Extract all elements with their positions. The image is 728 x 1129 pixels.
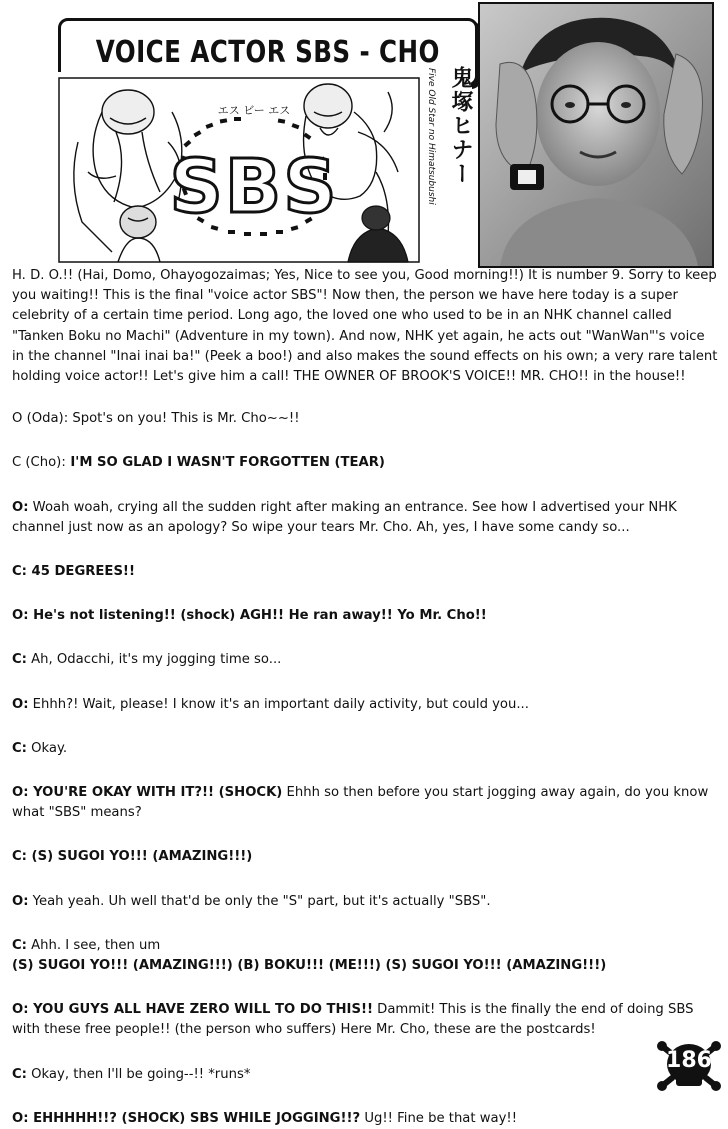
dialogue-line [12, 650, 718, 670]
voice-actor-photo [478, 2, 714, 268]
line-text: Yeah yeah. Uh well that'd be only the "S" part, but it's actually "SBS". [28, 893, 491, 909]
sbs-illustration-art [58, 72, 472, 264]
speaker-label: C: [12, 740, 27, 756]
line-text: Okay, then I'll be going--!! *runs* [26, 1066, 251, 1082]
page-title: VOICE ACTOR SBS - CHO [95, 34, 441, 70]
sbs-illustration [58, 72, 472, 264]
speaker-label: C: [12, 652, 27, 668]
line-text: Ehhh?! Wait, please! I know it's an important daily activity, but could you... [28, 696, 529, 712]
line-text: Ehhh so then before you start jogging away again, do you know what "SBS" means? [12, 785, 709, 821]
vertical-logo-text: 鬼塚ヒナー [448, 66, 473, 186]
line-bold: 45 DEGREES!! [26, 564, 135, 580]
dialogue-line [12, 936, 718, 976]
sbs-furigana: エス ビー エス [217, 104, 291, 117]
speaker-label: O: [12, 499, 29, 515]
page-number: 186 [666, 1048, 712, 1073]
speaker-label: O (Oda): [12, 411, 69, 427]
line-text: Ah, Odacchi, it's my jogging time so... [26, 652, 282, 668]
dialogue-line [12, 847, 718, 867]
speaker-label: O: [12, 608, 29, 624]
line-bold: (S) SUGOI YO!!! (AMAZING!!!) (B) BOKU!!! (ME!!!) (S) SUGOI YO!!! (AMAZING!!!) [12, 958, 607, 974]
line-bold: EHHHHH!!? (SHOCK) SBS WHILE JOGGING!!? [28, 1110, 361, 1126]
dialogue-line [12, 1000, 718, 1040]
speaker-label: O: [12, 785, 29, 801]
speaker-label: C: [12, 564, 27, 580]
vertical-logo-subtext: Five Old Star no Himatsubushi [426, 68, 436, 205]
line-text: Ug!! Fine be that way!! [360, 1110, 517, 1126]
line-bold: YOU GUYS ALL HAVE ZERO WILL TO DO THIS!! [28, 1002, 373, 1018]
line-bold: YOU'RE OKAY WITH IT?!! (SHOCK) [28, 785, 283, 801]
line-bold: I'M SO GLAD I WASN'T FORGOTTEN (TEAR) [65, 455, 385, 471]
speaker-label: C: [12, 849, 27, 865]
intro-paragraph: H. D. O.!! (Hai, Domo, Ohayogozaimas; Yes, Nice to see you, Good morning!!) It is number 9. Sorry to keep you waiting!! This is the final "voice actor SBS"! Now then, the person we have here today is a super celebrity of a certain time period. Long ago, the loved one who used to be in an NHK channel called "Tanken Boku no Machi" (Adventure in my town). And now, NHK yet again, he acts out "WanWan"'s voice in the channel "Inai inai ba!" (Peek a boo!) and also makes the sound effects on his own; a very rare talent holding voice actor!! Let's give him a call! THE OWNER OF BROOK'S VOICE!! MR. CHO!! in the house!! [12, 268, 718, 385]
dialogue-line [12, 892, 718, 912]
line-text: Spot's on you! This is Mr. Cho~~!! [68, 411, 300, 427]
elder-figure-bottom-right [348, 206, 408, 262]
page-number-badge [656, 1036, 722, 1094]
dialogue-line [12, 695, 718, 715]
elder-figure-bottom-left [118, 206, 160, 262]
sbs-letters: SBS [169, 144, 339, 230]
speaker-label: C: [12, 937, 27, 953]
dialogue-line [12, 1109, 718, 1129]
dialogue-line [12, 409, 718, 429]
dialogue-line [12, 498, 718, 538]
line-text: Dammit! This is the finally the end of doing SBS with these free people!! (the person who suffers) Here Mr. Cho, these are the postcards! [12, 1002, 694, 1038]
line-bold: He's not listening!! (shock) AGH!! He ran away!! Yo Mr. Cho!! [28, 608, 487, 624]
speaker-label: O: [12, 696, 29, 712]
line-bold: (S) SUGOI YO!!! (AMAZING!!!) [26, 849, 253, 865]
dialogue-line [12, 783, 718, 823]
speaker-label: C (Cho): [12, 455, 66, 471]
speaker-label: O: [12, 1002, 29, 1018]
dialogue-line [12, 453, 718, 473]
dialogue-line [12, 739, 718, 759]
sbs-content [12, 266, 718, 1129]
line-text: Ahh. I see, then um [26, 937, 161, 953]
line-text: Okay. [26, 740, 68, 756]
dialogue-line [12, 1065, 718, 1085]
dialogue-line [12, 562, 718, 582]
dialogue-line [12, 606, 718, 626]
portrait-photo-icon [480, 4, 712, 266]
line-text: Woah woah, crying all the sudden right after making an entrance. See how I advertised your NHK channel just now as an apology? So wipe your tears Mr. Cho. Ah, yes, I have some candy so... [12, 499, 677, 535]
speaker-label: O: [12, 1110, 29, 1126]
vertical-logo [422, 60, 473, 260]
speaker-label: O: [12, 893, 29, 909]
speaker-label: C: [12, 1066, 27, 1082]
